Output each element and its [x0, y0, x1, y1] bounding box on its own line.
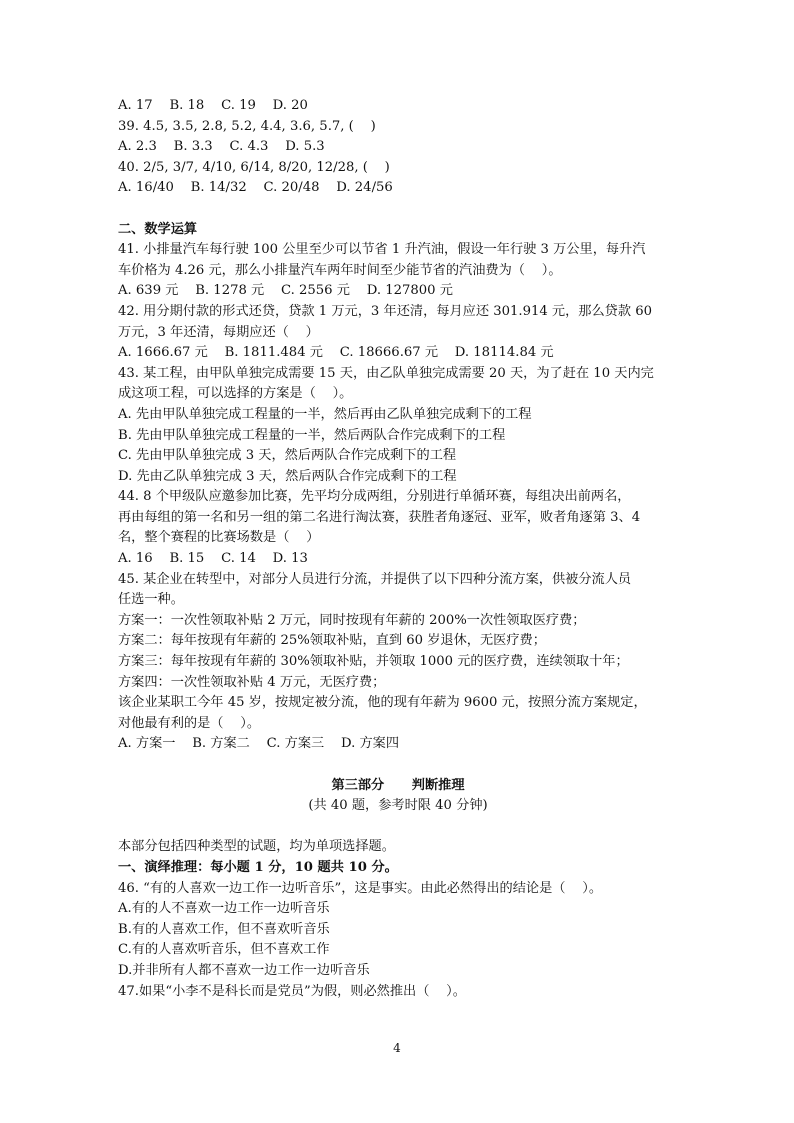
q44-options: A. 16 B. 15 C. 14 D. 13: [118, 551, 308, 567]
q43-line1: 43. 某工程，由甲队单独完成需要 15 天，由乙队单独完成需要 20 天，为了赶在 10 天内完: [118, 365, 654, 381]
q41-line1: 41. 小排量汽车每行驶 100 公里至少可以节省 1 升汽油，假设一年行驶 3 万公里，每升汽: [118, 242, 646, 258]
q47-stem: 47.如果“小李不是科长而是党员”为假，则必然推出（ ）。: [118, 983, 466, 999]
page-number: 4: [393, 1041, 401, 1055]
q42-line1: 42. 用分期付款的形式还贷，贷款 1 万元，3 年还清，每月应还 301.914 元，那么贷款 60: [118, 303, 653, 319]
q45-plan3: 方案三：每年按现有年薪的 30%领取补贴，并领取 1000 元的医疗费，连续领取十年；: [118, 654, 629, 670]
q45-plan2: 方案二：每年按现有年薪的 25%领取补贴，直到 60 岁退休，无医疗费；: [118, 633, 546, 649]
part3-subheading: (共 40 题，参考时限 40 分钟): [308, 798, 488, 814]
q40-stem: 40. 2/5, 3/7, 4/10, 6/14, 8/20, 12/28, ( ): [118, 159, 390, 175]
spacer: [118, 199, 678, 220]
q40-options: A. 16/40 B. 14/32 C. 20/48 D. 24/56: [118, 180, 393, 196]
q42-line2: 万元，3 年还清，每期应还（ ）: [118, 324, 319, 340]
spacer: [118, 817, 678, 838]
section-title-math: 二、数学运算: [118, 221, 198, 237]
q45-plan1: 方案一：一次性领取补贴 2 万元，同时按现有年薪的 200%一次性领取医疗费；: [118, 612, 586, 628]
q41-line2: 车价格为 4.26 元，那么小排量汽车两年时间至少能节省的汽油费为（ ）。: [118, 262, 562, 278]
section-title-deduction: 一、演绎推理：每小题 1 分，10 题共 10 分。: [118, 859, 398, 875]
q46-option-d: D.并非所有人都不喜欢一边工作一边听音乐: [118, 962, 370, 978]
q38-options: A. 17 B. 18 C. 19 D. 20: [118, 98, 308, 113]
q45-line4: 对他最有利的是（ ）。: [118, 715, 261, 731]
q43-line2: 成这项工程，可以选择的方案是（ ）。: [118, 386, 353, 402]
q45-line3: 该企业某职工今年 45 岁，按规定被分流，他的现有年薪为 9600 元，按照分流方案规定，: [118, 695, 647, 711]
q44-line3: 名，整个赛程的比赛场数是（ ）: [118, 530, 320, 546]
q43-option-b: B. 先由甲队单独完成工程量的一半，然后两队合作完成剩下的工程: [118, 427, 506, 443]
q45-options: A. 方案一 B. 方案二 C. 方案三 D. 方案四: [118, 736, 400, 752]
q43-option-d: D. 先由乙队单独完成 3 天，然后两队合作完成剩下的工程: [118, 468, 457, 484]
spacer: [118, 755, 678, 776]
q44-line2: 再由每组的第一名和另一组的第二名进行淘汰赛，获胜者角逐冠、亚军，败者角逐第 3、4: [118, 509, 641, 525]
q46-option-a: A.有的人不喜欢一边工作一边听音乐: [118, 901, 330, 917]
q44-line1: 44. 8 个甲级队应邀参加比赛，先平均分成两组，分别进行单循环赛，每组决出前两名，: [118, 489, 631, 505]
q42-options: A. 1666.67 元 B. 1811.484 元 C. 18666.67 元 D. 18114.84 元: [118, 345, 554, 361]
q46-stem: 46. “有的人喜欢一边工作一边听音乐”，这是事实。由此必然得出的结论是（ ）。: [118, 880, 603, 896]
q45-line2: 任选一种。: [118, 592, 184, 608]
part3-intro: 本部分包括四种类型的试题，均为单项选择题。: [118, 839, 395, 855]
part3-heading: 第三部分 判断推理: [331, 777, 465, 793]
q46-option-c: C.有的人喜欢听音乐，但不喜欢工作: [118, 942, 330, 958]
document-page: [118, 96, 678, 1002]
q39-stem: 39. 4.5, 3.5, 2.8, 5.2, 4.4, 3.6, 5.7, ( ): [118, 118, 376, 134]
q46-option-b: B.有的人喜欢工作，但不喜欢听音乐: [118, 921, 330, 937]
q43-option-a: A. 先由甲队单独完成工程量的一半，然后再由乙队单独完成剩下的工程: [118, 406, 532, 422]
q39-options: A. 2.3 B. 3.3 C. 4.3 D. 5.3: [118, 139, 325, 155]
q41-options: A. 639 元 B. 1278 元 C. 2556 元 D. 127800 元: [118, 283, 453, 299]
q43-option-c: C. 先由甲队单独完成 3 天，然后两队合作完成剩下的工程: [118, 448, 457, 464]
q45-plan4: 方案四：一次性领取补贴 4 万元，无医疗费；: [118, 674, 386, 690]
q45-line1: 45. 某企业在转型中，对部分人员进行分流，并提供了以下四种分流方案，供被分流人员: [118, 571, 632, 587]
